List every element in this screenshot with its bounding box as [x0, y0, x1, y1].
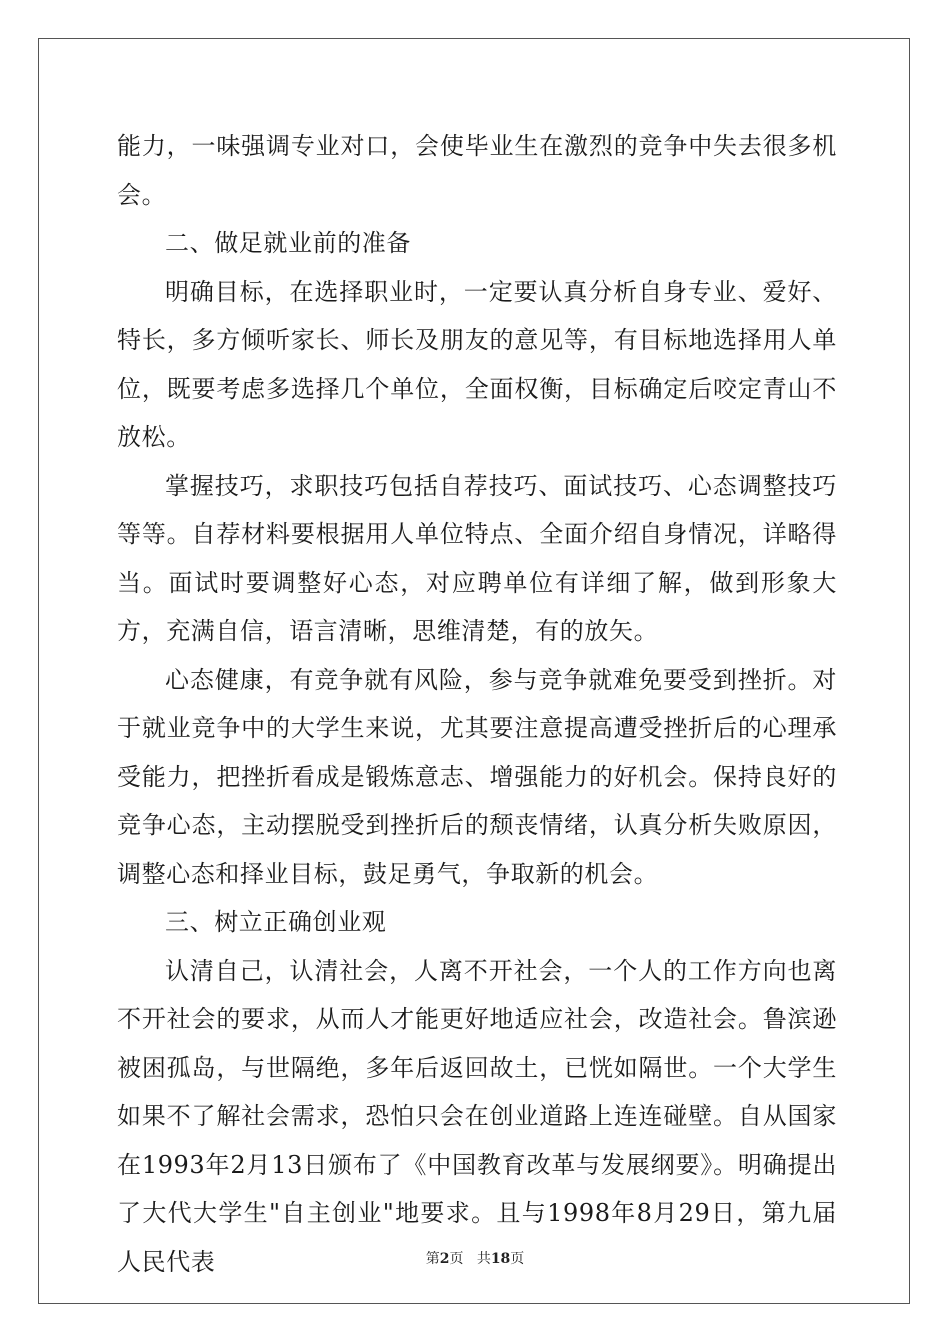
paragraph-continuation: 能力，一味强调专业对口，会使毕业生在激烈的竞争中失去很多机会。: [117, 132, 837, 209]
section-heading-2: 二、做足就业前的准备: [165, 229, 411, 257]
paragraph-know-yourself: 认清自己，认清社会，人离不开社会，一个人的工作方向也离不开社会的要求，从而人才能更好地适应社会，改造社会。鲁滨逊被困孤岛，与世隔绝，多年后返回故土，已恍如隔世。一个大学生如果不了解社会需求，恐怕只会在创业道路上连连碰壁。自从国家在1993年2月13日颁布了《中国教育改革与发展纲要》。明确提出了大代大学生"自主创业"地要求。且与1998年8月29日，第九届人民代表: [117, 956, 837, 1276]
footer-page-number: 2: [439, 1251, 450, 1267]
footer-page-prefix: 第: [425, 1251, 440, 1267]
footer-total-pages: 18: [490, 1251, 511, 1267]
document-body: [117, 122, 837, 1286]
paragraph-master-skills: 掌握技巧，求职技巧包括自荐技巧、面试技巧、心态调整技巧等等。自荐材料要根据用人单位特点、全面介绍自身情况，详略得当。面试时要调整好心态，对应聘单位有详细了解，做到形象大方，充满自信，语言清晰，思维清楚，有的放矢。: [117, 471, 837, 645]
footer-total-prefix: 共: [476, 1251, 491, 1267]
paragraph-clear-goal: 明确目标，在选择职业时，一定要认真分析自身专业、爱好、特长，多方倾听家长、师长及朋友的意见等，有目标地选择用人单位，既要考虑多选择几个单位，全面权衡，目标确定后咬定青山不放松。: [117, 277, 837, 451]
page-footer: [0, 1248, 950, 1268]
footer-total-suffix: 页: [510, 1251, 525, 1267]
footer-page-suffix: 页: [449, 1251, 464, 1267]
paragraph-healthy-mindset: 心态健康，有竞争就有风险，参与竞争就难免要受到挫折。对于就业竞争中的大学生来说，尤其要注意提高遭受挫折后的心理承受能力，把挫折看成是锻炼意志、增强能力的好机会。保持良好的竞争心态，主动摆脱受到挫折后的颓丧情绪，认真分析失败原因，调整心态和择业目标，鼓足勇气，争取新的机会。: [117, 665, 837, 888]
section-heading-3: 三、树立正确创业观: [165, 908, 387, 936]
